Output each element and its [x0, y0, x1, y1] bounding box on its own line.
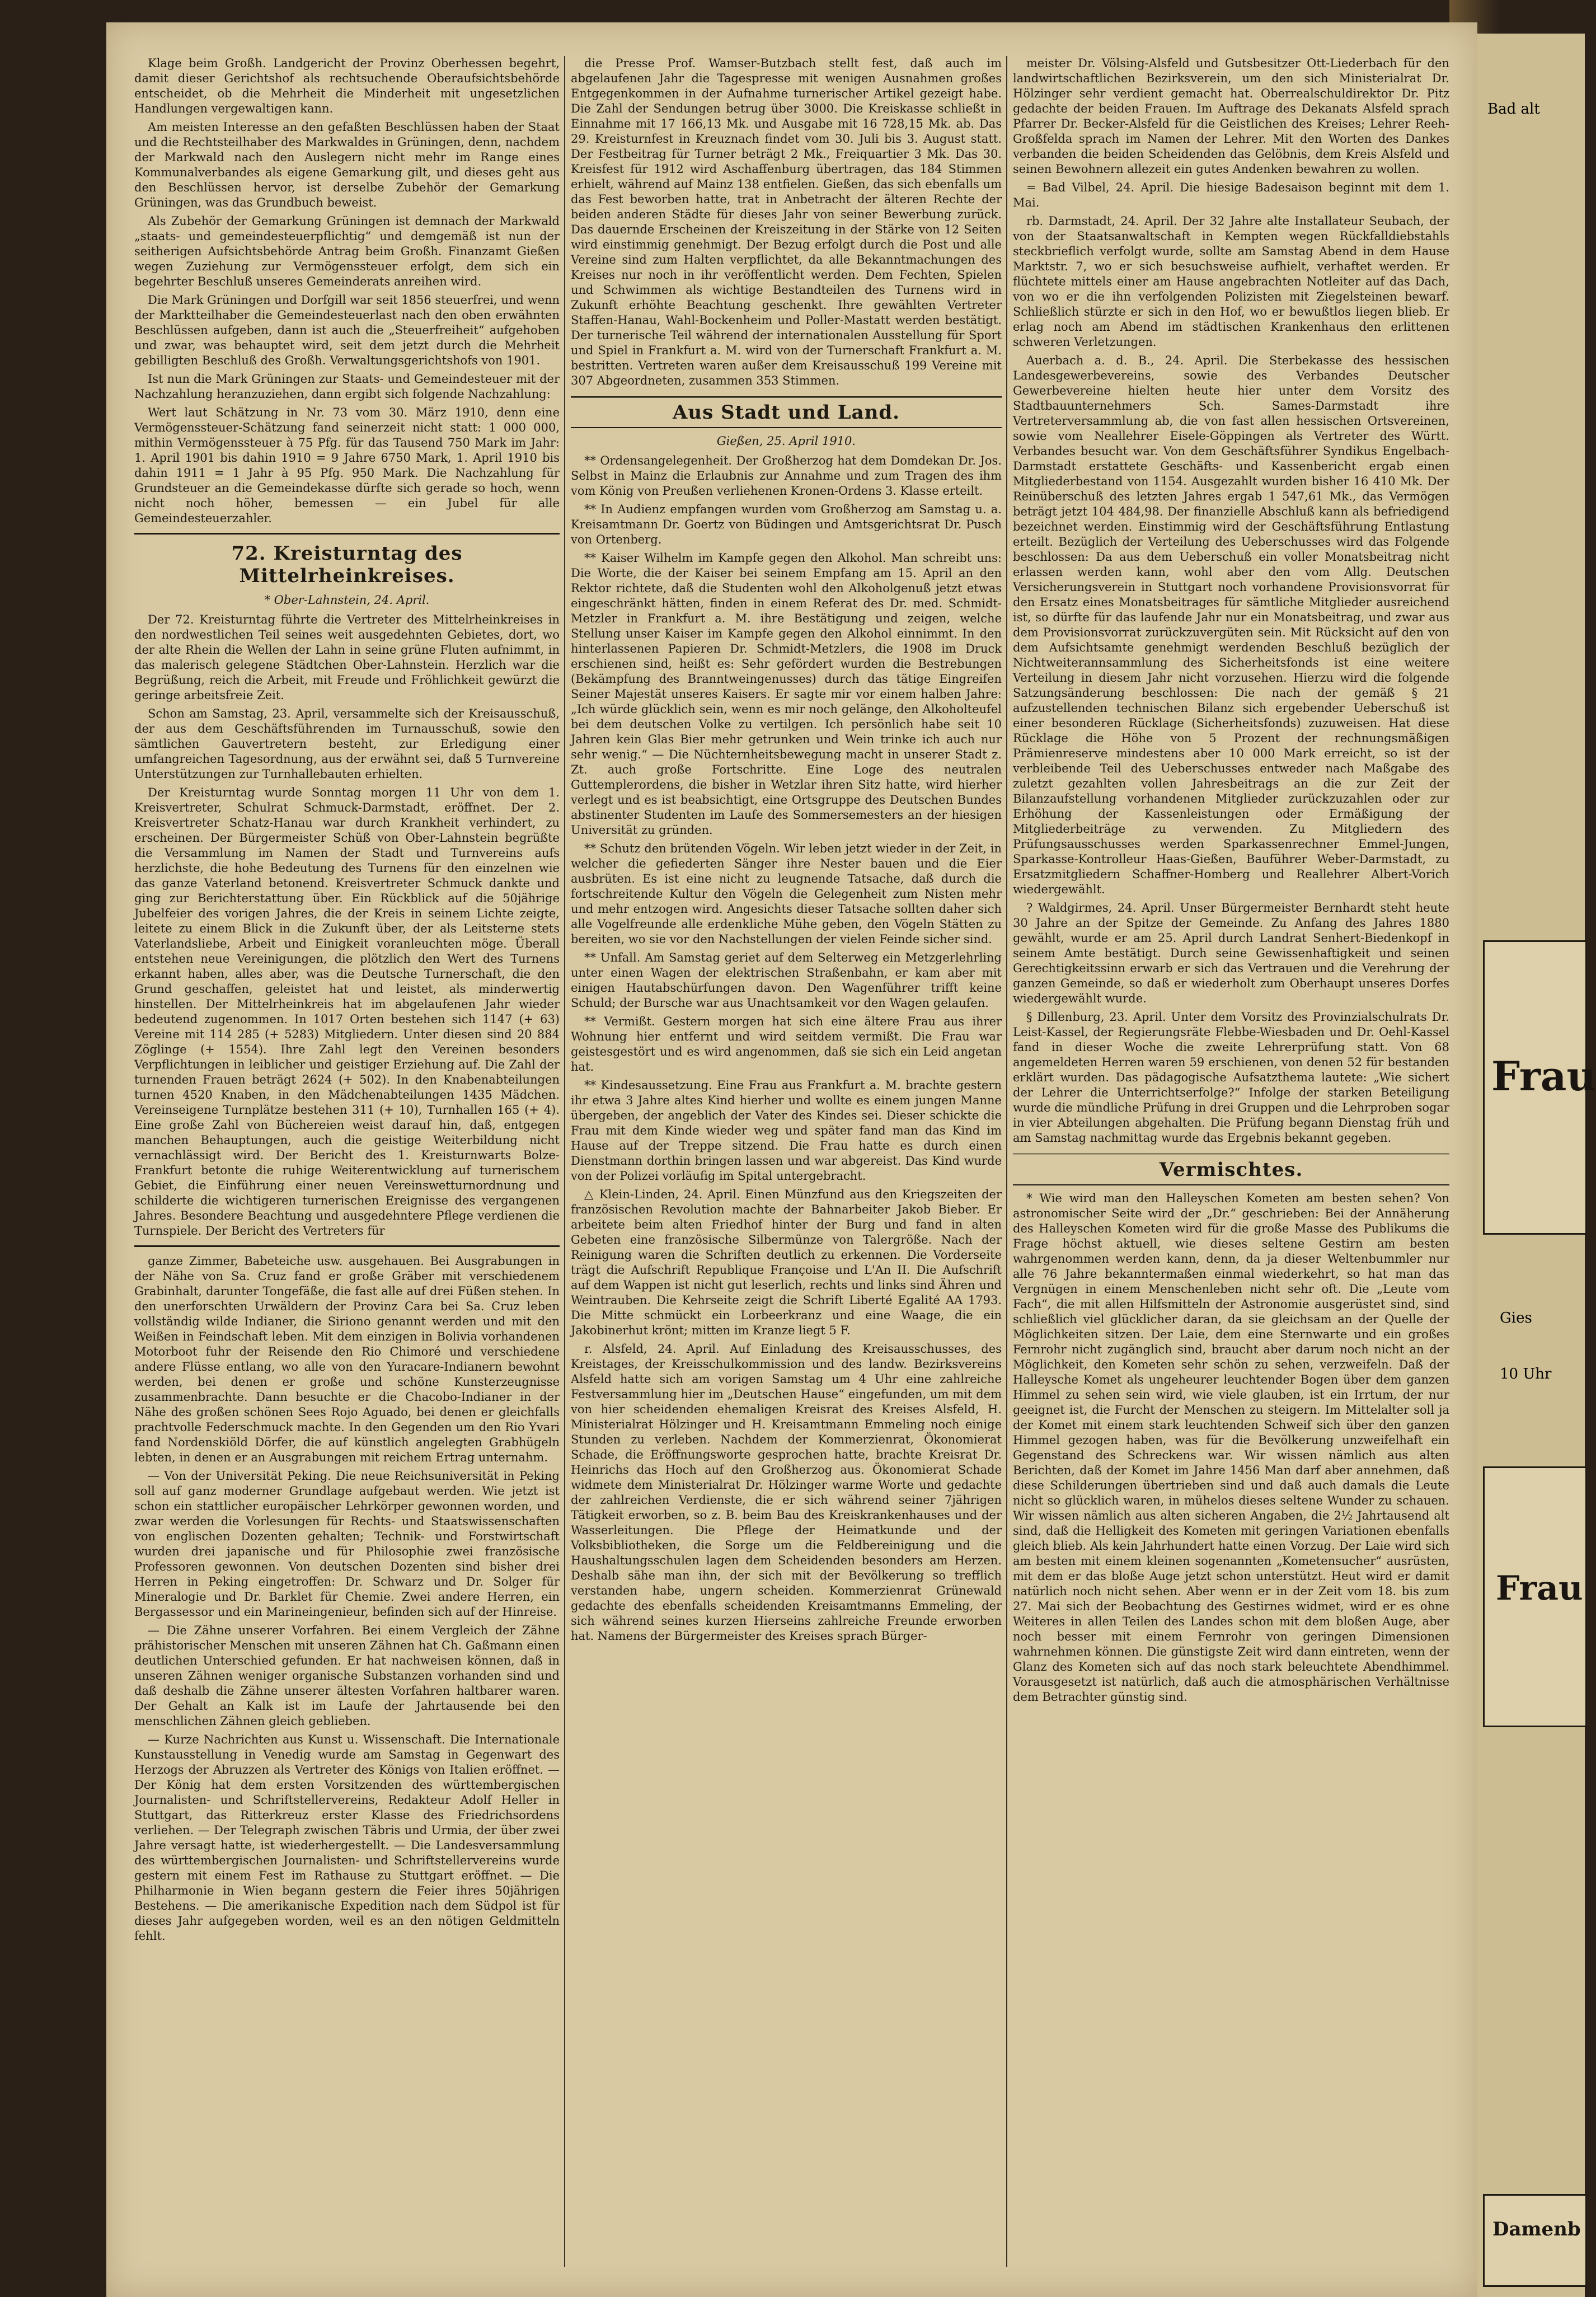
- paragraph: — Von der Universität Peking. Die neue Reichsuniversität in Peking soll auf ganz moderner Grundlage aufgebaut werden. Wie jetzt ist schon ein stattlicher europäischer Lehrkörper gewonnen worden, und zwar werden die Vorlesungen für Rechts- und Staatswissenschaften von englischen Dozenten gehalten; Technik- und Forstwirtschaft wurden drei japanische und für Philosophie zwei französische Professoren gewonnen. Von deutschen Dozenten sind bisher drei Herren in Peking eingetroffen: Dr. Schwarz und Dr. Solger für Mineralogie und Dr. Barklet für Chemie. Zwei andere Herren, ein Bergassessor und ein Marineingenieur, befinden sich auf der Hinreise.: [134, 1469, 560, 1619]
- paragraph: Am meisten Interesse an den gefaßten Beschlüssen haben der Staat und die Rechtsteilhaber des Markwaldes in Grüningen, denn, nachdem der Markwald nach den Auslegern nicht mehr im Range eines Kommunalverbandes als eigene Gemarkung gilt, und dieses geht aus den Beschlüssen hervor, ist derselbe Zubehör der Gemarkung Grüningen, was das Grundbuch beweist.: [134, 120, 560, 209]
- newspaper-page: [106, 22, 1477, 2297]
- paragraph: ** Ordensangelegenheit. Der Großherzog hat dem Domdekan Dr. Jos. Selbst in Mainz die Erlaubnis zur Annahme und zum Tragen des ihm vom König von Preußen verliehenen Kronen-Ordens 3. Klasse erteilt.: [571, 454, 1002, 498]
- paragraph: Wert laut Schätzung in Nr. 73 vom 30. März 1910, denn eine Vermögenssteuer-Schätzung fand seinerzeit nicht statt: 1 000 000, mithin Vermögenssteuer à 75 Pfg. für das Tausend 750 Mark im Jahr: 1. April 1901 bis dahin 1910 = 9 Jahre 6750 Mark, 1. April 1910 bis dahin 1911 = 1 Jahr à 95 Pfg. 950 Mark. Die Nachzahlung für Grundsteuer an die Gemeindekasse dürfte sich gerade so hoch, wenn nicht noch höher, bemessen — ein Jubel für alle Gemeindesteuerzahler.: [134, 406, 560, 525]
- column-1: [134, 56, 560, 2272]
- article-headline: 72. Kreisturntag des Mittelrheinkreises.: [231, 542, 463, 587]
- paragraph: Die Mark Grüningen und Dorfgill war seit 1856 steuerfrei, und wenn der Marktteilhaber die Gemeindesteuerlast nach den oben erwähnten Beschlüssen aufgeben, dann ist auch die „Steuerfreiheit“ aufgehoben und zwar, was behauptet wird, seit dem jetzt durch die Mehrheit gebilligten Beschluß des Großh. Verwaltungsgerichtshofs von 1901.: [134, 293, 560, 367]
- dateline: Gießen, 25. April 1910.: [716, 434, 856, 448]
- paragraph: * Wie wird man den Halleyschen Kometen am besten sehen? Von astronomischer Seite wird der „Dr.“ geschrieben: Bei der Annäherung des Halleyschen Kometen wird für die große Masse des Publikums die Frage höchst aktuell, wie dieses seltene Gestirn am besten wahrgenommen werden kann, denn, da ja dieser Weltenbummler nur alle 76 Jahre bekanntermaßen einmal wiederkehrt, so hat man das Vergnügen in einem Menschenleben nicht sehr oft. Die „Leute vom Fach“, die mit allen Hilfsmitteln der Astronomie ausgerüstet sind, sind schließlich viel glücklicher daran, da sie gleichsam an der Quelle der Möglichkeiten sitzen. Der Laie, dem eine Sternwarte und ein großes Fernrohr nicht zugänglich sind, braucht aber darum noch nicht an der Möglichkeit, den Kometen sehr schön zu sehen, verzweifeln. Daß der Halleysche Komet als ungeheurer leuchtender Bogen über dem ganzen Himmel zu sehen sein wird, wie viele glauben, ist ein Irrtum, der nur geeignet ist, die Furcht der Menschen zu steigern. Im Mittelalter soll ja der Komet mit einem stark leuchtenden Schweif sich über den ganzen Himmel gezogen haben, was für die Bevölkerung unzweifelhaft ein Gegenstand des Schreckens war. Wir wissen nämlich aus alten Berichten, daß der Komet im Jahre 1456 Man darf aber annehmen, daß diese Schilderungen übertrieben sind und daß auch damals die Leute nicht so glücklich waren, in mühelos dieses seltene Wunder zu schauen. Wir wissen nämlich aus alten sicheren Angaben, die 2½ Jahrtausend alt sind, daß die Helligkeit des Kometen mit geringen Variationen ebenfalls gleich blieb. Als kein Jahrhundert hatte einen Vorzug. Der Laie wird sich am besten mit einem kleinen sogenannten „Kometensucher“ ausrüsten, mit dem er das bloße Auge jetzt schon unterstützt. Heut wird er damit natürlich noch nicht sehen. Aber wenn er in der Zeit vom 18. bis zum 27. Mai sich der Beobachtung des Gestirnes widmet, wird er es ohne Weiteres in allen Teilen des Landes schon mit dem bloßen Auge, aber noch besser mit einem Fernrohr von geringen Dimensionen wahrnehmen können. Die günstigste Zeit wird dann eintreten, wenn der Glanz des Kometen sich auf das noch stark beleuchtete Abendhimmel. Vorausgesetzt ist natürlich, daß auch die atmosphärischen Verhältnisse dem Betrachter günstig sind.: [1013, 1192, 1449, 1704]
- adjacent-page-strip: [1477, 34, 1596, 2297]
- column-rule: [1006, 56, 1007, 2267]
- paragraph: ** Kindesaussetzung. Eine Frau aus Frankfurt a. M. brachte gestern ihr etwa 3 Jahre altes Kind hierher und wollte es einem jungen Manne übergeben, der angeblich der Vater des Kindes sei. Dieser schickte die Frau mit dem Kinde wieder weg und später fand man das Kind im Hause auf der Treppe sitzend. Die Frau hatte es durch einen Dienstmann dorthin bringen lassen und war abgereist. Das Kind wurde von der Polizei vorläufig im Spital untergebracht.: [571, 1079, 1002, 1183]
- paragraph: Der 72. Kreisturntag führte die Vertreter des Mittelrheinkreises in den nordwestlichen Teil seines weit ausgedehnten Gebietes, dort, wo der alte Rhein die Wellen der Lahn in seine grüne Fluten aufnimmt, in das malerisch gelegene Städtchen Ober-Lahnstein. Herzlich war die Begrüßung, reich die Arbeit, mit Freude und Fröhlichkeit gewürzt die geringe arbeitsfreie Zeit.: [134, 613, 560, 702]
- paragraph: Als Zubehör der Gemarkung Grüningen ist demnach der Markwald „staats- und gemeindesteuerpflichtig“ und demgemäß ist nun der seitherigen Aufsichtsbehörde Antrag beim Großh. Finanzamt Gießen wegen Zuziehung zur Vermögenssteuer erfolgt, dem sich ein begehrter Beschluß unseres Gemeinderats anreihen wird.: [134, 214, 560, 288]
- paragraph: ganze Zimmer, Babeteiche usw. ausgehauen. Bei Ausgrabungen in der Nähe von Sa. Cruz fand er große Gräber mit verschiedenem Grabinhalt, darunter Tongefäße, die fast alle auf drei Füßen stehen. In den unerforschten Urwäldern der Provinz Cara bei Sa. Cruz leben vollständig wilde Indianer, die Siriono genannt werden und mit den Weißen in Feindschaft leben. Mit dem einzigen in Bolivia vorhandenen Motorboot fuhr der Reisende den Rio Chimoré und verschiedene andere Flüsse entlang, wo alle von den Yuracare-Indianern bewohnt werden, bei denen er große und schöne Kunsterzeugnisse zusammenbrachte. Dann besuchte er die Chacobo-Indianer in der Nähe des großen schönen Sees Rojo Aguado, bei denen er gleichfalls prachtvolle Federschmuck machte. In den Gegenden um den Rio Yvari fand Nordenskiöld Dörfer, die auf künstlich angelegten Grabhügeln lebten, in denen er an Ausgrabungen mit reichem Ertrag unternahm.: [134, 1254, 560, 1464]
- paragraph: Auerbach a. d. B., 24. April. Die Sterbekasse des hessischen Landesgewerbevereins, sowie des Verbandes Deutscher Gewerbevereine hielten heute hier unter dem Vorsitz des Stadtbauunternehmers Sch. Sames-Darmstadt ihre Vertreterversammlung ab, die von fast allen hessischen Ortsvereinen, sowie vom Neallehrer Eisele-Göppingen als Vertreter des Württ. Verbandes besucht war. Von dem Geschäftsführer Syndikus Engelbach-Darmstadt erstattete Geschäfts- und Kassenbericht ergab einen Mitgliederbestand von 1154. Ausgezahlt wurden bisher 16 410 Mk. Der Reinüberschuß des letzten Jahres ergab 1 547,61 Mk., das Vermögen beträgt jetzt 104 484,98. Der finanzielle Abschluß kann als befriedigend bezeichnet werden. Einstimmig wird der Geschäftsführung Entlastung erteilt. Bezüglich der Verteilung des Ueberschusses wird das Folgende beschlossen: Da aus dem Ueberschuß ein voller Monatsbeitrag nicht erlassen werden kann, wohl aber den vom Allg. Deutschen Versicherungsverein in Stuttgart noch vorhandene Provisionsvorrat für den Ersatz eines Monatsbeitrages für sämtliche Mitglieder ausreichend ist, so dürfte für das laufende Jahr nur ein Monatsbeitrag, und zwar aus dem Provisionsvorrat zurückzuvergüten sein. Mit Rücksicht auf den von dem Aufsichtsamte genehmigt werdenden Beschluß bezüglich der Nichtweiterannsammlung des Sicherheitsfonds ist eine weitere Verteilung in diesem Jahr nicht vorzusehen. Hierzu wird die folgende Satzungsänderung beschlossen: Die nach der gemäß § 21 aufzustellenden technischen Bilanz sich ergebender Ueberschuß ist einer besonderen Rücklage (Sicherheitsfonds) zuzuweisen. Hat diese Rücklage die Höhe von 5 Prozent der rechnungsmäßigen Prämienreserve mindestens aber 10 000 Mark erreicht, so ist der verbleibende Teil des Ueberschusses entweder nach Maßgabe des zuletzt gezahlten vollen Jahresbeitrags an die zur Zeit der Bilanzaufstellung vorhandenen Mitglieder zurückzuzahlen oder zur Erhöhung der Kassenleistungen oder Ermäßigung der Mitgliederbeiträge zu verwenden. Zu Mitgliedern des Prüfungsausschusses werden Sparkassenrechner Emmel-Jungen, Sparkasse-Kontrolleur Haas-Gießen, Bauführer Weber-Darmstadt, zu Ersatzmitgliedern Schaffner-Homberg und Reallehrer Albert-Vorich wiedergewählt.: [1013, 354, 1449, 896]
- paragraph: § Dillenburg, 23. April. Unter dem Vorsitz des Provinzialschulrats Dr. Leist-Kassel, der Regierungsräte Flebbe-Wiesbaden und Dr. Oehl-Kassel fand in dieser Woche die zweite Lehrerprüfung statt. Von 68 angemeldeten Herren waren 59 erschienen, von denen 52 für bestanden erklärt wurden. Das pädagogische Aufsatzthema lautete: „Wie sichert der Lehrer die Unterrichtserfolge?“ Infolge der starken Beteiligung wurde die mündliche Prüfung in drei Gruppen und die Lehrproben sogar in vier Abteilungen abgehalten. Die Prüfung begann Dienstag früh und am Samstag nachmittag wurde das Ergebnis bekannt gegeben.: [1013, 1010, 1449, 1145]
- column-2: [571, 56, 1002, 2272]
- adjacent-page-text: 10 Uhr: [1500, 1366, 1552, 1382]
- paragraph: ** Schutz den brütenden Vögeln. Wir leben jetzt wieder in der Zeit, in welcher die gefiederten Sänger ihre Nester bauen und die Eier ausbrüten. Es ist eine nicht zu leugnende Tatsache, daß durch die fortschreitende Kultur den Vögeln die Gelegenheit zum Nisten mehr und mehr entzogen wird. Angesichts dieser Tatsache sollten daher sich alle Vogelfreunde alle erdenkliche Mühe geben, den Vögeln Stätten zu bereiten, wo sie vor den Nachstellungen der vielen Feinde sicher sind.: [571, 842, 1002, 946]
- section-headline: Aus Stadt und Land.: [571, 396, 1002, 428]
- paragraph: meister Dr. Völsing-Alsfeld und Gutsbesitzer Ott-Liederbach für den landwirtschaftlichen Bezirksverein, um den sich Ministerialrat Dr. Hölzinger sehr verdient gemacht hat. Oberrealschuldirektor Dr. Pitz gedachte der beiden Frauen. Im Auftrage des Dekanats Alsfeld sprach Pfarrer Dr. Becker-Alsfeld für die Geistlichen des Kreises; Lehrer Reeh-Großfelda sprach im Namen der Lehrer. Mit den Worten des Dankes verbanden die beiden Scheidenden das Gelöbnis, dem Kreis Alsfeld und seinen Bewohnern allezeit ein gutes Andenken bewahren zu wollen.: [1013, 57, 1449, 176]
- advertisement-text: Frau: [1496, 1569, 1583, 1608]
- section-divider: [134, 1245, 560, 1247]
- advertisement-box: [1483, 1466, 1587, 1727]
- paragraph: ? Waldgirmes, 24. April. Unser Bürgermeister Bernhardt steht heute 30 Jahre an der Spitze der Gemeinde. Zu Anfang des Jahres 1880 gewählt, wurde er am 25. April durch Landrat Senhert-Biedenkopf in seinem Amte bestätigt. Durch seine Gewissenhaftigkeit und seinen Gerechtigkeitssinn erwarb er sich das Vertrauen und die Verehrung der ganzen Gemeinde, so daß er wiederholt zum Oberhaupt unseres Dorfes wiedergewählt wurde.: [1013, 901, 1449, 1005]
- paragraph: Schon am Samstag, 23. April, versammelte sich der Kreisausschuß, der aus dem Geschäftsführenden im Turnausschuß, sowie den sämtlichen Gauvertretern besteht, zur Erledigung einer umfangreichen Tagesordnung, aus der erwähnt sei, daß 5 Turnvereine Unterstützungen zur Turnhallebauten erhielten.: [134, 707, 560, 781]
- section-headline: Vermischtes.: [1013, 1154, 1449, 1185]
- paragraph: ** In Audienz empfangen wurden vom Großherzog am Samstag u. a. Kreisamtmann Dr. Goertz von Büdingen und Amtsgerichtsrat Dr. Pusch von Ortenberg.: [571, 503, 1002, 546]
- adjacent-page-text: Gies: [1500, 1310, 1532, 1326]
- section-divider: [134, 533, 560, 535]
- advertisement-text: Damenb: [1492, 2218, 1581, 2240]
- paragraph: = Bad Vilbel, 24. April. Die hiesige Badesaison beginnt mit dem 1. Mai.: [1013, 181, 1449, 209]
- dateline: * Ober-Lahnstein, 24. April.: [264, 593, 430, 607]
- paragraph: — Kurze Nachrichten aus Kunst u. Wissenschaft. Die Internationale Kunstausstellung in Venedig wurde am Samstag in Gegenwart des Herzogs der Abruzzen als Vertreter des Königs von Italien eröffnet. — Der König hat dem ersten Vorsitzenden des württembergischen Journalisten- und Schriftstellervereins, Redakteur Adolf Heller in Stuttgart, das Ritterkreuz erster Klasse des Friedrichsordens verliehen. — Der Telegraph zwischen Täbris und Urmia, der über zwei Jahre versagt hatte, ist wiederhergestellt. — Die Landesversammlung des württembergischen Journalisten- und Schriftstellervereins wurde gestern mit einem Fest im Rathause zu Stuttgart eröffnet. — Die Philharmonie in Wien begann gestern die Feier ihres 50jährigen Bestehens. — Die amerikanische Expedition nach dem Südpol ist für dieses Jahr aufgegeben worden, weil es an den nötigen Geldmitteln fehlt.: [134, 1733, 560, 1943]
- paragraph: r. Alsfeld, 24. April. Auf Einladung des Kreisausschusses, des Kreistages, der Kreisschulkommission und des landw. Bezirksvereins Alsfeld hatte sich am vorigen Samstag um 4 Uhr eine zahlreiche Festversammlung hier im „Deutschen Hause“ eingefunden, um mit dem von hier scheidenden ehemaligen Kreisrat des Kreises Alsfeld, H. Ministerialrat Hölzinger und H. Kreisamtmann Emmeling noch einige Stunden zu verleben. Nachdem der Kommerzienrat, Ökonomierat Schade, die Eröffnungsworte gesprochen hatte, brachte Kreisrat Dr. Heinrichs das Hoch auf den Großherzog aus. Ökonomierat Schade widmete dem Ministerialrat Dr. Hölzinger warme Worte und gedachte der zahlreichen Verdienste, die er sich während seiner 7jährigen Tätigkeit erworben, so z. B. beim Bau des Kreiskrankenhauses und der Wasserleitungen. Die Pflege der Heimatkunde und der Volksbibliotheken, die Sorge um die Feldbereinigung und die Haushaltungsschulen lagen dem Scheidenden besonders am Herzen. Deshalb sähe man ihn, der sich mit der Bevölkerung so trefflich verstanden habe, ungern scheiden. Kommerzienrat Grünewald gedachte des ebenfalls scheidenden Kreisamtmanns Emmeling, der sich während seines kurzen Hierseins zahlreiche Freunde erworben hat. Namens der Bürgermeister des Kreises sprach Bürger-: [571, 1342, 1002, 1643]
- paragraph: Ist nun die Mark Grüningen zur Staats- und Gemeindesteuer mit der Nachzahlung heranzuziehen, dann ergibt sich folgende Nachzahlung:: [134, 372, 560, 401]
- paragraph: ** Vermißt. Gestern morgen hat sich eine ältere Frau aus ihrer Wohnung hier entfernt und wird seitdem vermißt. Die Frau war geistesgestört und es wird angenommen, daß sie sich ein Leid angetan hat.: [571, 1015, 1002, 1074]
- paragraph: △ Klein-Linden, 24. April. Einen Münzfund aus den Kriegszeiten der französischen Revolution machte der Bahnarbeiter Jakob Bieber. Er arbeitete beim alten Friedhof hinter der Burg und fand in alten Gebeten eine französische Silbermünze von Talergröße. Nach der Reinigung waren die Schriften deutlich zu erkennen. Die Vorderseite trägt die Aufschrift Republique Françoise und L'An II. Die Aufschrift auf dem Wappen ist nicht gut leserlich, rechts und links sind Ähren und Weintrauben. Die Kehrseite zeigt die Schrift Liberté Egalité AA 1793. Die Mitte schmückt ein Lorbeerkranz und eine Waage, die ein Jakobinerhut krönt; mitten im Kranze liegt 5 F.: [571, 1188, 1002, 1337]
- adjacent-page-text: Bad alt: [1487, 101, 1540, 118]
- paragraph: ** Kaiser Wilhelm im Kampfe gegen den Alkohol. Man schreibt uns: Die Worte, die der Kaiser bei seinem Empfang am 15. April an den Rektor richtete, daß die Studenten wohl den Alkoholgenuß jetzt etwas eingeschränkt hätten, finden in einem Referat des Dr. med. Schmidt-Metzler in Frankfurt a. M. ihre Bestätigung und zeigen, welche Stellung unser Kaiser im Kampfe gegen den Alkohol einnimmt. In den hinterlassenen Papieren Dr. Schmidt-Metzlers, die 1908 im Druck erschienen sind, heißt es: Sehr gefördert wurden die Bestrebungen (Bekämpfung des Branntweingenusses) durch das tätige Eingreifen Seiner Majestät unseres Kaisers. Er sagte mir vor einem halben Jahre: „Ich würde glücklich sein, wenn es mir noch gelänge, den Alkoholteufel bei dem deutschen Volke zu vertilgen. Ich persönlich habe seit 10 Jahren kein Glas Bier mehr getrunken und Wein trinke ich auch nur sehr wenig.“ — Die Nüchternheitsbewegung macht in unserer Stadt z. Zt. auch große Fortschritte. Eine Loge des neutralen Guttemplerordens, die bisher in Wetzlar ihren Sitz hatte, wird hierher verlegt und es ist beabsichtigt, eine Ortsgruppe des Deutschen Bundes abstinenter Studenten im Laufe des Sommersemesters an der hiesigen Universität zu gründen.: [571, 551, 1002, 837]
- advertisement-box: [1483, 940, 1596, 1235]
- column-rule: [564, 56, 565, 2267]
- paragraph: Klage beim Großh. Landgericht der Provinz Oberhessen begehrt, damit dieser Gerichtshof als rechtsuchende Oberaufsichtsbehörde entscheidet, ob die Mehrheit die Minderheit mit ungesetzlichen Handlungen vergewaltigen kann.: [134, 57, 560, 115]
- paragraph: rb. Darmstadt, 24. April. Der 32 Jahre alte Installateur Seubach, der von der Staatsanwaltschaft in Kempten wegen Rückfalldiebstahls steckbrieflich verfolgt wurde, sollte am Samstag Abend in dem Hause Marktstr. 7, wo er sich besuchsweise aufhielt, verhaftet werden. Er flüchtete mittels einer am Hause angebrachten Notleiter auf das Dach, von wo er die ihn verfolgenden Polizisten mit Ziegelsteinen bewarf. Schließlich stürzte er sich in den Hof, wo er bewußtlos liegen blieb. Er erlag noch am Abend im städtischen Krankenhaus den erlittenen schweren Verletzungen.: [1013, 214, 1449, 349]
- paragraph: ** Unfall. Am Samstag geriet auf dem Selterweg ein Metzgerlehrling unter einen Wagen der elektrischen Straßenbahn, er kam aber mit einigen Hautabschürfungen davon. Den Wagenführer trifft keine Schuld; der Bursche war aus Unachtsamkeit vor den Wagen gelaufen.: [571, 951, 1002, 1010]
- paragraph: die Presse Prof. Wamser-Butzbach stellt fest, daß auch im abgelaufenen Jahr die Tagespresse mit wenigen Ausnahmen großes Entgegenkommen in der Aufnahme turnerischer Artikel gezeigt habe. Die Zahl der Sendungen betrug über 3000. Die Kreiskasse schließt in Einnahme mit 17 166,13 Mk. und Ausgabe mit 16 728,15 Mk. ab. Das 29. Kreisturnfest in Kreuznach findet vom 30. Juli bis 3. August statt. Der Festbeitrag für Turner beträgt 2 Mk., Freiquartier 3 Mk. Das 30. Kreisfest für 1912 wird Aschaffenburg übertragen, das 184 Stimmen erhielt, während auf Mainz 138 entfielen. Gießen, das sich ebenfalls um das Fest beworben hatte, trat in Anbetracht der älteren Rechte der beiden anderen Städte für dieses Jahr von seiner Bewerbung zurück. Das dauernde Erscheinen der Kreiszeitung in der Stärke von 12 Seiten wird einstimmig genehmigt. Der Bezug erfolgt durch die Post und alle Vereine sind zum Halten verpflichtet, da alle Bekanntmachungen des Kreises nur noch in ihr veröffentlicht werden. Dem Fechten, Spielen und Schwimmen als wichtige Bestandteilen des Turnens wird in Zukunft erhöhte Beachtung geschenkt. Ihre gewählten Vertreter Staffen-Hanau, Wahl-Bockenheim und Poller-Mastatt werden bestätigt. Der turnerische Teil während der internationalen Ausstellung für Sport und Spiel in Frankfurt a. M. wird von der Turnerschaft Frankfurt a. M. bestritten. Vertreten waren außer dem Kreisausschuß 199 Vereine mit 307 Abgeordneten, zusammen 353 Stimmen.: [571, 57, 1002, 387]
- advertisement-text: Frau: [1491, 1052, 1596, 1100]
- paragraph: Der Kreisturntag wurde Sonntag morgen 11 Uhr von dem 1. Kreisvertreter, Schulrat Schmuck-Darmstadt, eröffnet. Der 2. Kreisvertreter Schatz-Hanau war durch Krankheit verhindert, zu erscheinen. Der Bürgermeister Schüß von Ober-Lahnstein begrüßte die Versammlung im Namen der Stadt und Turnvereins aufs herzlichste, die hohe Bedeutung des Turnens für den einzelnen wie das ganze Vaterland betonend. Kreisvertreter Schmuck dankte und ging zur Berichterstattung über. Ein Rückblick auf die 50jährige Jubelfeier des vorigen Jahres, die der Kreis in seinem Lichte zeigte, leitete zu einem Blick in die Zukunft über, der als Leitsterne stets Vaterlandsliebe, Arbeit und Einigkeit voranleuchten möge. Überall entstehen neue Vereinigungen, die plötzlich den Wert des Turnens erkannt haben, alles aber, was die Deutsche Turnerschaft, die den Grund geschaffen, geleistet hat und leistet, als minderwertig hinstellen. Der Mittelrheinkreis hat im abgelaufenen Jahr wieder bedeutend zugenommen. In 1017 Orten bestehen sich 1147 (+ 63) Vereine mit 114 285 (+ 5283) Mitgliedern. Unter diesen sind 20 884 Zöglinge (+ 1554). Ihre Zahl legt den Vereinen besonders Verpflichtungen in leiblicher und geistiger Erziehung auf. Die Zahl der turnenden Frauen beträgt 2624 (+ 502). In den Knabenabteilungen turnen 4520 Knaben, in den Mädchenabteilungen 1435 Mädchen. Vereinseigene Turnplätze bestehen 311 (+ 10), Turnhallen 165 (+ 4). Eine große Zahl von Büchereien weist darauf hin, daß, entgegen manchen Behauptungen, auch die geistige Weiterbildung nicht vernachlässigt wird. Der Bericht des 1. Kreisturnwarts Bolze-Frankfurt betonte die ruhige Weiterentwicklung auf turnerischem Gebiet, die Einführung einer neuen Vereinswetturnordnung und schilderte die wichtigeren turnerischen Ereignisse des vergangenen Jahres. Besondere Beachtung und ausgedehntere Pflege verdienen die Turnspiele. Der Bericht des Vertreters für: [134, 786, 560, 1237]
- column-3: [1013, 56, 1449, 2272]
- paragraph: — Die Zähne unserer Vorfahren. Bei einem Vergleich der Zähne prähistorischer Menschen mit unseren Zähnen hat Ch. Gaßmann einen deutlichen Unterschied gefunden. Er hat nachweisen können, daß in unseren Zähnen weniger organische Substanzen vorhanden sind und daß deshalb die Zähne unserer ältesten Vorfahren haltbarer waren. Der Gehalt an Kalk ist im Laufe der Jahrtausende bei den menschlichen Zähnen gleich geblieben.: [134, 1624, 560, 1728]
- advertisement-box: [1483, 2194, 1587, 2287]
